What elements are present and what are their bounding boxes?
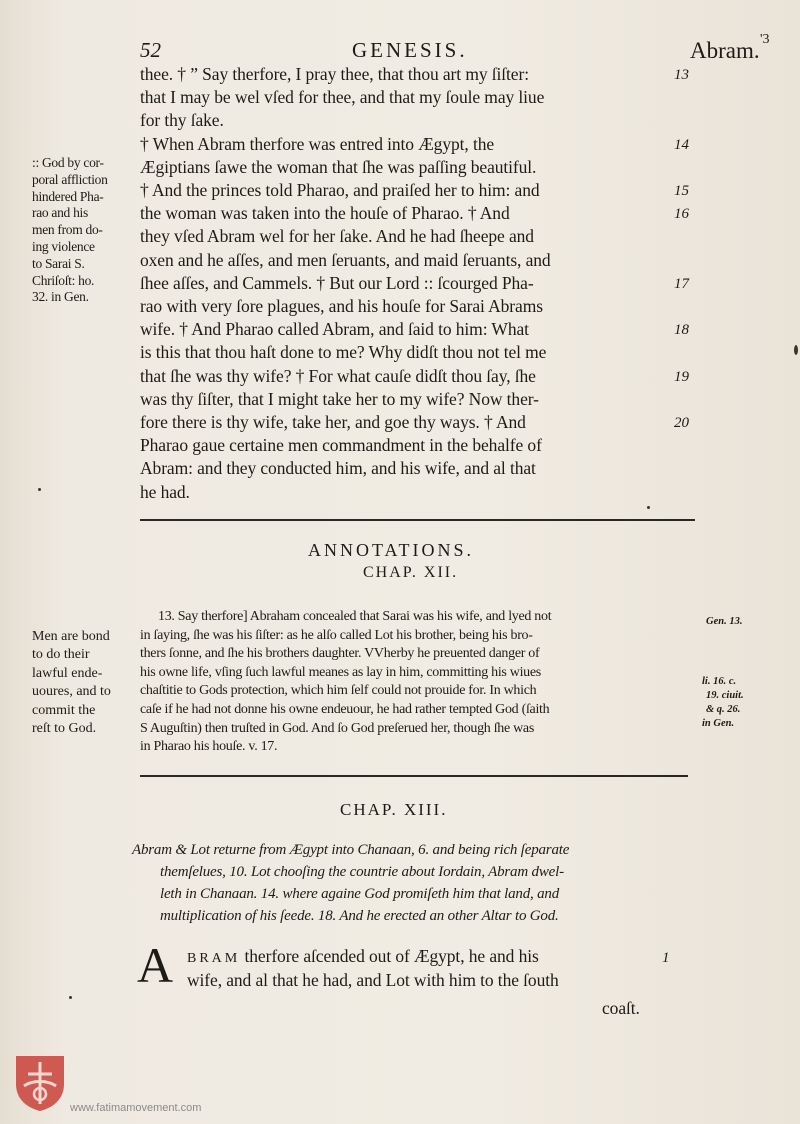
scripture-line: ſhee aſſes, and Cammels. † But our Lord :: ſcourged Pha- [140, 272, 534, 293]
scripture-line: the woman was taken into the houſe of Pharao. † And [140, 203, 510, 224]
ink-speck [38, 488, 41, 491]
verse-number: 1 [662, 950, 670, 966]
annotation-margin-note [32, 628, 111, 738]
section-divider [140, 775, 688, 777]
page-number: 52 [140, 38, 161, 62]
verse-number: 19 [674, 368, 689, 385]
annotations-heading: ANNOTATIONS. [308, 540, 475, 560]
chapter-argument-line: leth in Chanaan. 14. where againe God promiſeth him that land, and [160, 886, 559, 902]
drop-cap: A [137, 937, 174, 993]
scripture-line: Ægiptians ſawe the woman that ſhe was paſſing beautiful. [140, 156, 537, 177]
scripture-line: wife. † And Pharao called Abram, and ſaid to him: What [140, 319, 529, 340]
chapter-argument-line: themſelues, 10. Lot chooſing the countrie about Iordain, Abram dwel- [160, 864, 564, 880]
gloss-line: men from do- [32, 222, 103, 238]
reference-line: Gen. 13. [706, 616, 743, 627]
scripture-line: † When Abram therfore was entred into Ægypt, the [140, 133, 495, 154]
verse-number: 13 [674, 67, 689, 83]
margin-note-line: commit the [32, 702, 96, 718]
gloss-line: ing violence [32, 238, 95, 254]
annotation-line: 13. Say therfore] Abraham concealed that Sarai was his wife, and lyed not [158, 609, 552, 624]
chapter-argument-line: Abram & Lot returne from Ægypt into Chanaan, 6. and being rich ſeparate [132, 842, 570, 858]
ink-speck [69, 996, 72, 999]
annotation-line: in ſaying, ſhe was his ſiſter: as he alſo called Lot his brother, being his bro- [140, 627, 533, 643]
reference-line: in Gen. [702, 718, 735, 729]
first-word: BRAM [187, 951, 241, 966]
verse-number: 16 [674, 206, 689, 223]
section-divider [140, 519, 695, 521]
scripture-line: for thy ſake. [140, 110, 224, 131]
margin-note-line: to do their [32, 647, 90, 663]
gloss-line: 32. in Gen. [32, 289, 89, 305]
reference-line: & q. 26. [706, 704, 741, 715]
gloss-line: poral affliction [32, 171, 108, 187]
chapter-argument-line: multiplication of his ſeede. 18. And he erected an other Altar to God. [160, 908, 559, 924]
scripture-line: was thy ſiſter, that I might take her to my wife? Now ther- [140, 388, 539, 409]
book-title: GENESIS. [352, 38, 468, 62]
reference-line: li. 16. c. [702, 676, 737, 687]
scripture-line: rao with very ſore plagues, and his houſe for Sarai Abrams [140, 296, 543, 316]
chapter-xii-label: CHAP. XII. [363, 564, 459, 581]
footer-url[interactable]: www.fatimamovement.com [70, 1102, 202, 1114]
verse-number: 18 [674, 322, 689, 339]
verse-number: 15 [674, 183, 689, 199]
running-head: Abram. [690, 38, 760, 63]
gloss-line: hindered Pha- [32, 188, 104, 204]
annotation-line: his owne life, vſing ſuch lawful meanes as lay in him, committing his wiues [140, 664, 541, 680]
annotation-line: in Pharao his houſe. v. 17. [140, 739, 278, 755]
annotation-line: chaſtitie to Gods protection, which him ſelf could not prouide for. In which [140, 683, 537, 699]
scripture-line: Pharao gaue certaine men commandment in the behalfe of [140, 435, 542, 456]
ink-speck [794, 345, 798, 355]
scripture-line: is this that thou haſt done to me? Why didſt thou not tel me [140, 342, 547, 363]
body-line: therfore aſcended out of Ægypt, he and his [244, 946, 539, 966]
reference-line [706, 632, 744, 652]
annotation-line: S Auguſtin) then truſted in God. And ſo God preſerued her, though ſhe was [140, 720, 534, 736]
ink-speck [647, 506, 650, 509]
fatima-shield-logo-icon [14, 1054, 66, 1112]
scripture-line: they vſed Abram wel for her ſake. And he had ſheepe and [140, 226, 534, 247]
scripture-line: that ſhe was thy wife? † For what cauſe didſt thou ſay, ſhe [140, 365, 536, 386]
margin-note-line: uoures, and to [32, 684, 111, 700]
verse-number: 17 [674, 275, 689, 292]
margin-note-line: lawful ende- [32, 665, 103, 681]
reference-line [706, 652, 744, 672]
margin-note-line: reſt to God. [32, 721, 97, 737]
gloss-line: rao and his [32, 205, 88, 221]
scripture-line: oxen and he aſſes, and men ſeruants, and maid ſeruants, and [140, 249, 551, 270]
reference-line: 19. ciuit. [706, 690, 744, 701]
verse-number: 14 [674, 136, 689, 153]
verse-number: 20 [674, 415, 689, 431]
annotation-line: thers ſonne, and ſhe his brothers daughter. VVherby he preuented danger of [140, 646, 540, 662]
body-line-first [187, 946, 539, 967]
cross-references [702, 612, 744, 734]
margin-gloss [32, 155, 142, 306]
gloss-line: Chriſoſt: ho. [32, 272, 95, 288]
scripture-line: thee. † ” Say therfore, I pray thee, that thou art my ſiſter: [140, 64, 529, 84]
catchword: coaſt. [602, 998, 640, 1018]
scripture-line: Abram: and they conducted him, and his wife, and al that [140, 458, 536, 479]
scripture-line: that I may be wel vſed for thee, and that my ſoule may liue [140, 87, 545, 108]
annotation-line: caſe if he had not donne his owne endeuour, he had rather tempted God (ſaith [140, 702, 550, 717]
gloss-line: to Sarai S. [32, 255, 85, 271]
scripture-line: he had. [140, 481, 190, 502]
body-line: wife, and al that he had, and Lot with him to the ſouth [187, 970, 559, 990]
scripture-line: † And the princes told Pharao, and praiſed her to him: and [140, 180, 540, 200]
corner-mark: '3 [760, 32, 770, 47]
scripture-line: fore there is thy wife, take her, and goe thy ways. † And [140, 412, 526, 432]
gloss-line: :: God by cor- [32, 155, 104, 170]
margin-note-line: Men are bond [32, 629, 110, 644]
chapter-xiii-title: CHAP. XIII. [340, 800, 448, 819]
